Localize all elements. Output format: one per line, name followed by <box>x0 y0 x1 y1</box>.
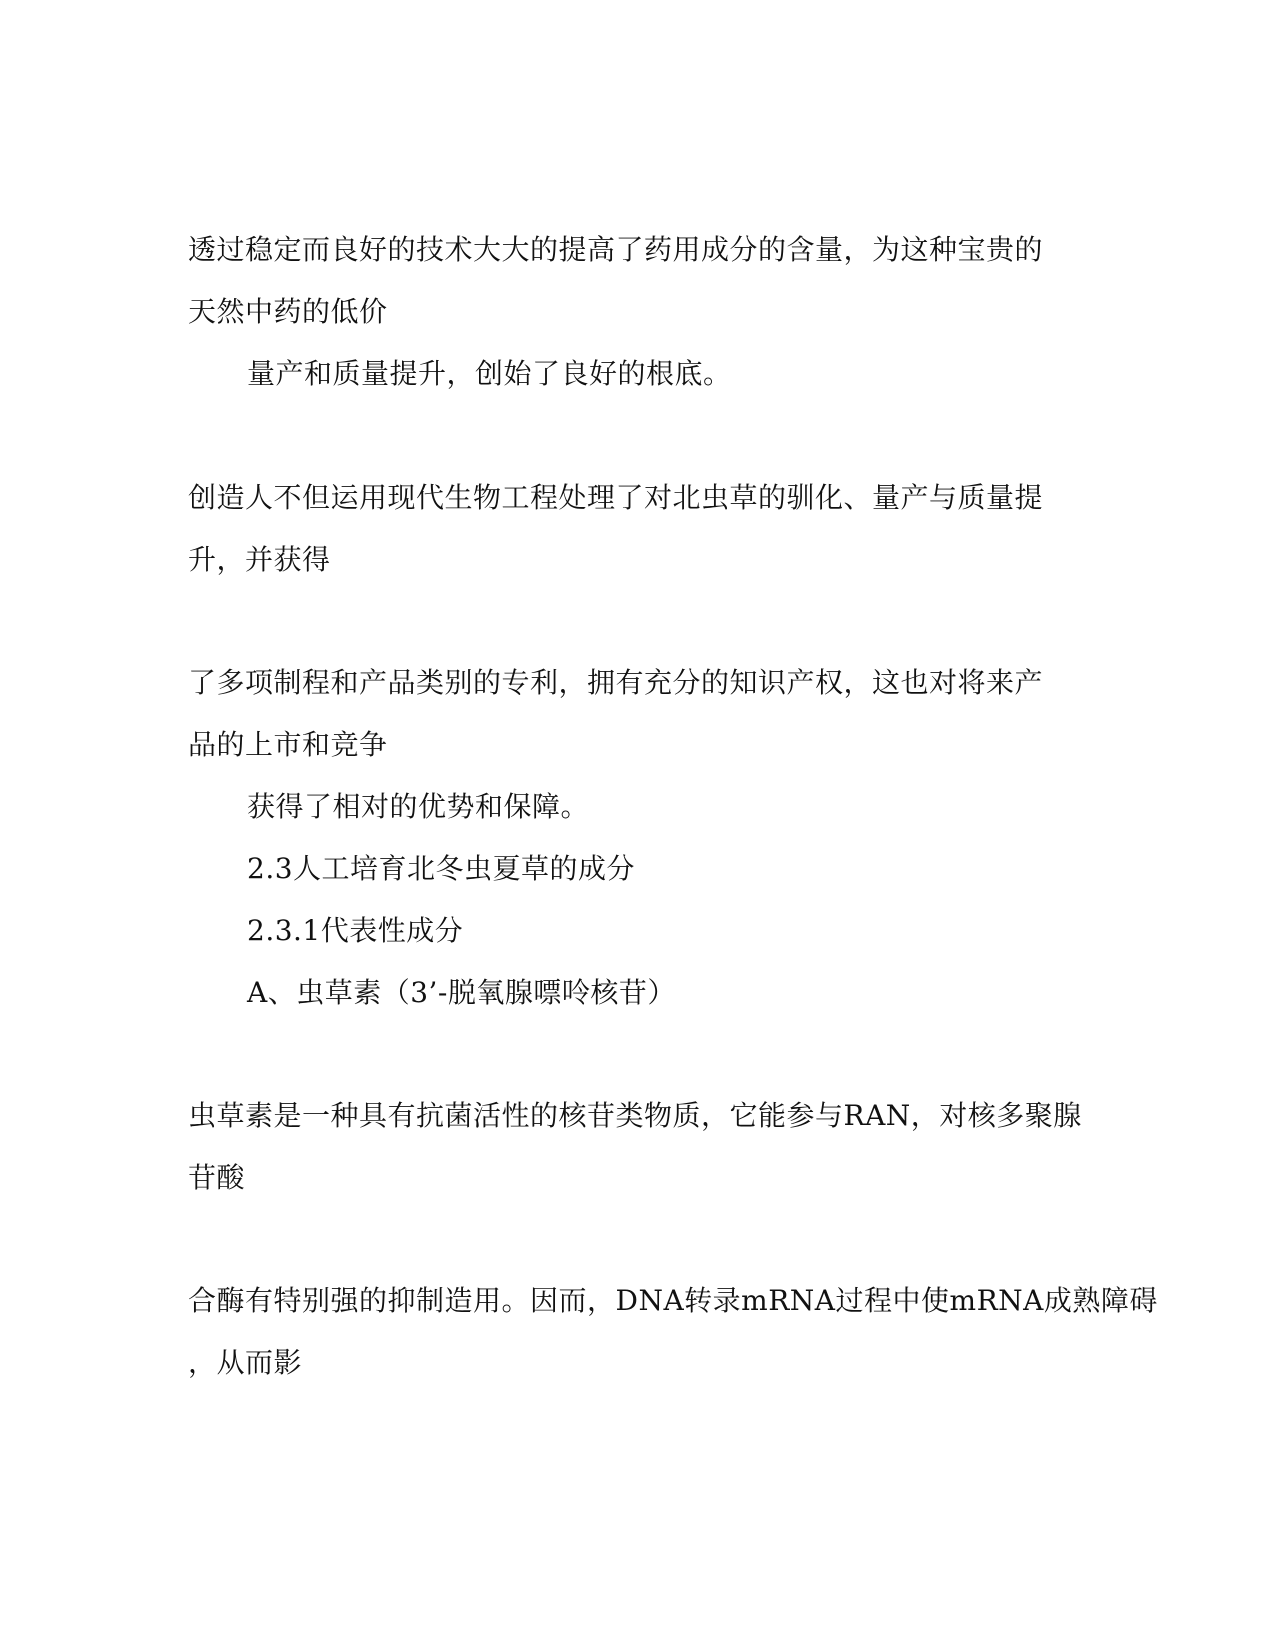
text-line: 虫草素是一种具有抗菌活性的核苷类物质，它能参与RAN，对核多聚腺 <box>188 1099 1082 1132</box>
section-heading: 2.3人工培育北冬虫夏草的成分 <box>247 852 636 885</box>
text-line: 苷酸 <box>188 1161 246 1194</box>
subsection-heading: 2.3.1代表性成分 <box>247 914 464 947</box>
text-line: 创造人不但运用现代生物工程处理了对北虫草的驯化、量产与质量提 <box>188 481 1044 514</box>
text-line: ，从而影 <box>188 1346 303 1379</box>
text-line: 合酶有特别强的抑制造用。因而，DNA转录mRNA过程中使mRNA成熟障碍 <box>188 1284 1158 1317</box>
text-line: 透过稳定而良好的技术大大的提高了药用成分的含量，为这种宝贵的 <box>188 233 1044 266</box>
text-line: 升，并获得 <box>188 543 331 576</box>
text-line: 品的上市和竞争 <box>188 728 388 761</box>
text-line: 天然中药的低价 <box>188 295 388 328</box>
text-line: 了多项制程和产品类别的专利，拥有充分的知识产权，这也对将来产 <box>188 666 1044 699</box>
text-line: 获得了相对的优势和保障。 <box>247 790 590 823</box>
item-heading: A、虫草素（3’-脱氧腺嘌呤核苷） <box>247 976 676 1009</box>
text-line: 量产和质量提升，创始了良好的根底。 <box>247 357 732 390</box>
